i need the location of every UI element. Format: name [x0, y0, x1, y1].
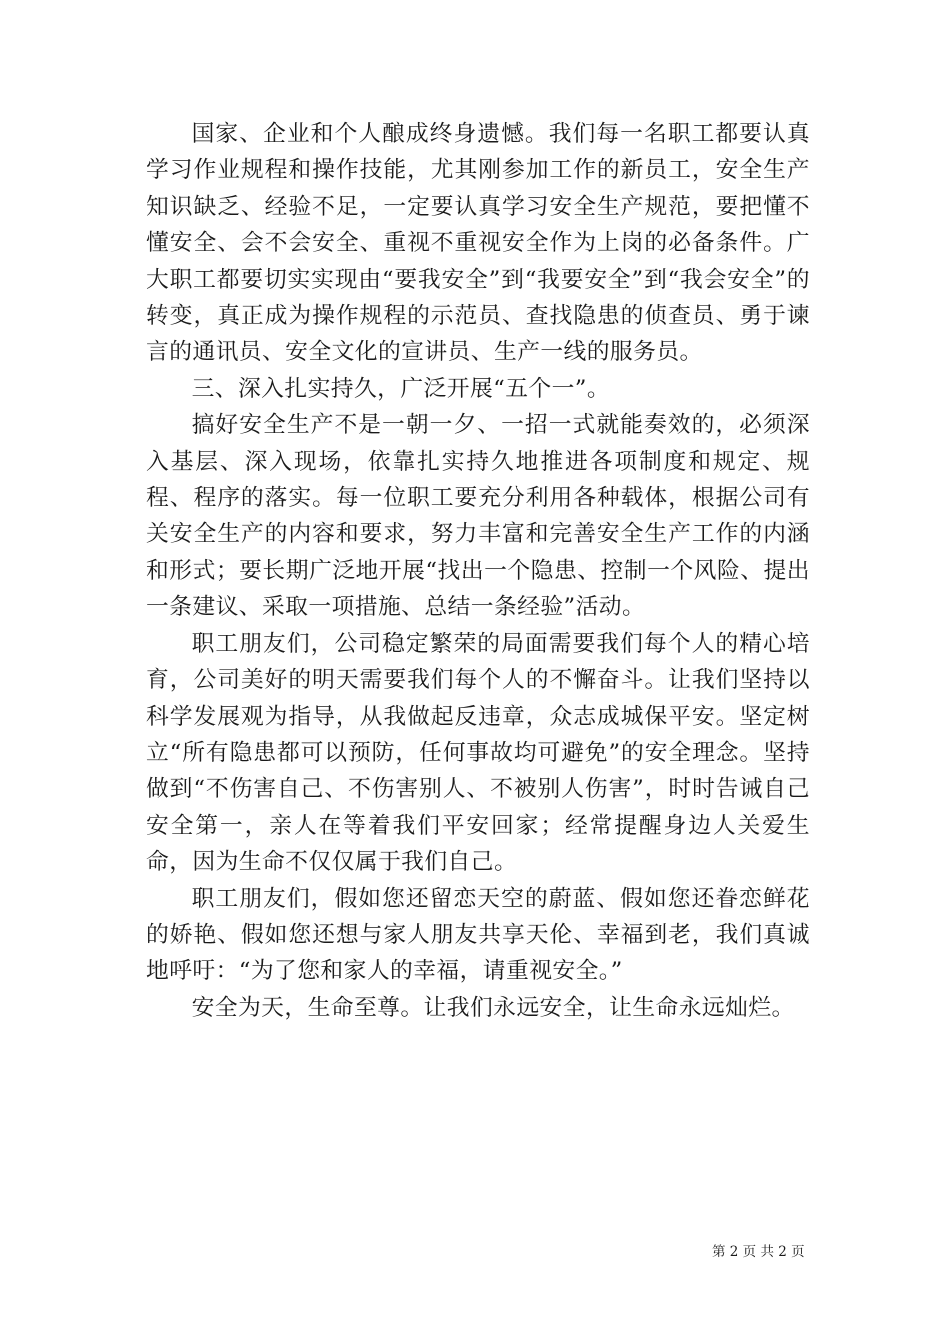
paragraph: 国家、企业和个人酿成终身遗憾。我们每一名职工都要认真学习作业规程和操作技能，尤其刚参加工作的新员工，安全生产知识缺乏、经验不足，一定要认真学习安全生产规范，要把懂不懂安全、会不会安全、重视不重视安全作为上岗的必备条件。广大职工都要切实实现由“要我安全”到“我要安全”到“我会安全”的转变，真正成为操作规程的示范员、查找隐患的侦查员、勇于谏言的通讯员、安全文化的宣讲员、生产一线的服务员。 [146, 121, 810, 366]
document-body [146, 116, 810, 1026]
page-number-footer: 第 2 页 共 2 页 [712, 1244, 805, 1260]
paragraph: 搞好安全生产不是一朝一夕、一招一式就能奏效的，必须深入基层、深入现场，依靠扎实持久地推进各项制度和规定、规程、程序的落实。每一位职工要充分利用各种载体，根据公司有关安全生产的内容和要求，努力丰富和完善安全生产工作的内涵和形式；要长期广泛地开展“找出一个隐患、控制一个风险、提出一条建议、采取一项措施、总结一条经验”活动。 [146, 412, 810, 621]
paragraph: 安全为天，生命至尊。让我们永远安全，让生命永远灿烂。 [191, 994, 795, 1021]
paragraph: 职工朋友们，公司稳定繁荣的局面需要我们每个人的精心培育，公司美好的明天需要我们每个人的不懈奋斗。让我们坚持以科学发展观为指导，从我做起反违章，众志成城保平安。坚定树立“所有隐患都可以预防，任何事故均可避免”的安全理念。坚持做到“不伤害自己、不伤害别人、不被别人伤害”，时时告诫自己安全第一，亲人在等着我们平安回家；经常提醒身边人关爱生命，因为生命不仅仅属于我们自己。 [146, 630, 810, 876]
section-heading: 三、深入扎实持久，广泛开展“五个一”。 [191, 375, 611, 402]
paragraph: 职工朋友们，假如您还留恋天空的蔚蓝、假如您还眷恋鲜花的娇艳、假如您还想与家人朋友共享天伦、幸福到老，我们真诚地呼吁：“为了您和家人的幸福，请重视安全。” [146, 885, 810, 985]
